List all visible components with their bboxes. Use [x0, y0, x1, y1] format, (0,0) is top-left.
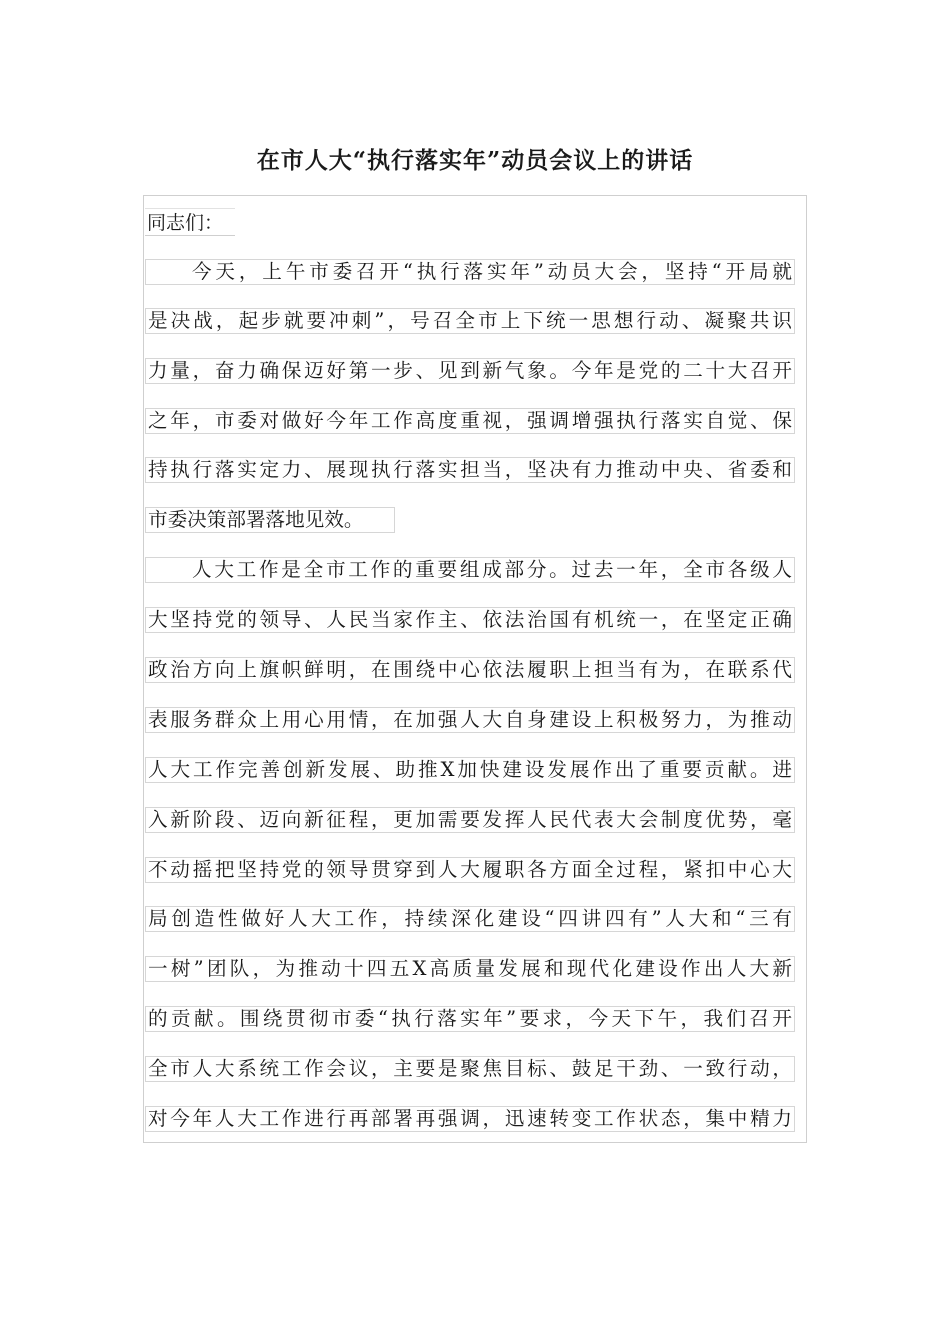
- text-line: 局创造性做好人大工作，持续深化建设“四讲四有”人大和“三有: [145, 906, 795, 932]
- text-line: 表服务群众上用心用情，在加强人大自身建设上积极努力，为推动: [145, 707, 795, 733]
- document-title: 在市人大“执行落实年”动员会议上的讲话: [256, 147, 694, 174]
- text-line: 之年，市委对做好今年工作高度重视，强调增强执行落实自觉、保: [145, 408, 795, 434]
- text-line: 的贡献。围绕贯彻市委“执行落实年”要求，今天下午，我们召开: [145, 1006, 795, 1032]
- text-line: 不动摇把坚持党的领导贯穿到人大履职各方面全过程，紧扣中心大: [145, 857, 795, 883]
- text-line: 大坚持党的领导、人民当家作主、依法治国有机统一，在坚定正确: [145, 607, 795, 633]
- text-line: 政治方向上旗帜鲜明，在围绕中心依法履职上担当有为，在联系代: [145, 657, 795, 683]
- text-line: 市委决策部署落地见效。: [145, 507, 395, 533]
- text-line: 入新阶段、迈向新征程，更加需要发挥人民代表大会制度优势，毫: [145, 807, 795, 833]
- text-line: 持执行落实定力、展现执行落实担当，坚决有力推动中央、省委和: [145, 457, 795, 483]
- text-line: 是决战，起步就要冲刺”，号召全市上下统一思想行动、凝聚共识: [145, 308, 795, 334]
- text-line: 全市人大系统工作会议，主要是聚焦目标、鼓足干劲、一致行动，: [145, 1056, 795, 1082]
- text-line: 一树”团队，为推动十四五X高质量发展和现代化建设作出人大新: [145, 956, 795, 982]
- text-line: 人大工作完善创新发展、助推X加快建设发展作出了重要贡献。进: [145, 757, 795, 783]
- text-line: 力量，奋力确保迈好第一步、见到新气象。今年是党的二十大召开: [145, 358, 795, 384]
- text-line: 今天，上午市委召开“执行落实年”动员大会，坚持“开局就: [145, 259, 795, 285]
- text-line: 人大工作是全市工作的重要组成部分。过去一年，全市各级人: [145, 557, 795, 583]
- greeting: 同志们：: [145, 208, 235, 236]
- text-line: 对今年人大工作进行再部署再强调，迅速转变工作状态，集中精力: [145, 1106, 795, 1132]
